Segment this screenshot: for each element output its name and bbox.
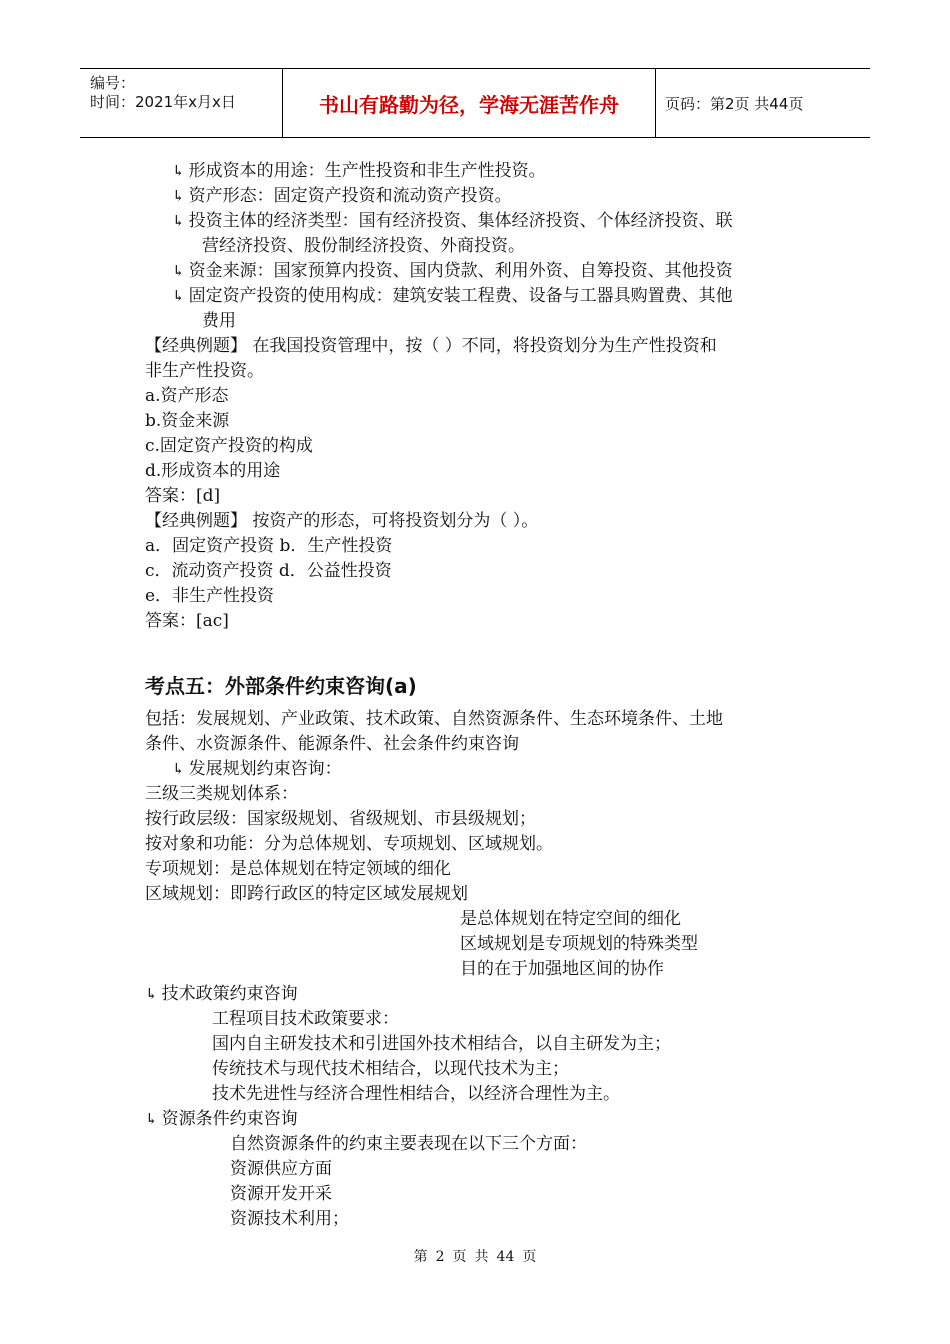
footer-page-number: 2 [435,1249,445,1265]
section-text: 区域规划：即跨行政区的特定区域发展规划 [145,884,468,904]
section-text: 自然资源条件的约束主要表现在以下三个方面： [230,1134,587,1154]
document-date: 时间：2021年x月x日 [90,93,236,111]
section-text: 包括：发展规划、产业政策、技术政策、自然资源条件、生态环境条件、土地 [145,709,723,729]
header-meta [80,69,283,137]
bullet-item: ↳ 资金来源：国家预算内投资、国内贷款、利用外资、自筹投资、其他投资 [172,260,733,282]
section-text: 专项规划：是总体规划在特定领域的细化 [145,859,451,879]
section-text: 三级三类规划体系： [145,784,298,804]
example-option: a.资产形态 [145,386,229,406]
page-footer [0,1246,950,1266]
bullet-item: ↳ 资源条件约束咨询 [145,1108,298,1130]
bullet-item: ↳ 形成资本的用途：生产性投资和非生产性投资。 [172,160,546,182]
section-text: 资源供应方面 [230,1159,332,1179]
bullet-item: ↳ 发展规划约束咨询： [172,758,342,780]
page-header [80,68,870,138]
example-question: 【经典例题】 在我国投资管理中，按（ ）不同，将投资划分为生产性投资和 [145,336,717,356]
section-text: 目的在于加强地区间的协作 [460,959,664,979]
section-text: 是总体规划在特定空间的细化 [460,909,681,929]
header-motto: 书山有路勤为径，学海无涯苦作舟 [283,69,656,137]
example-question: 【经典例题】 按资产的形态，可将投资划分为（ ）。 [145,511,539,531]
section-heading: 考点五：外部条件约束咨询(a) [145,674,417,698]
example-option: c．流动资产投资 d．公益性投资 [145,561,392,581]
example-option: c.固定资产投资的构成 [145,436,313,456]
bullet-item: ↳ 投资主体的经济类型：国有经济投资、集体经济投资、个体经济投资、联 [172,210,733,232]
bullet-item: ↳ 固定资产投资的使用构成：建筑安装工程费、设备与工器具购置费、其他 [172,285,733,307]
section-text: 传统技术与现代技术相结合，以现代技术为主； [212,1059,569,1079]
bullet-continuation: 费用 [202,311,236,331]
bullet-continuation: 营经济投资、股份制经济投资、外商投资。 [202,236,525,256]
example-question-cont: 非生产性投资。 [145,361,264,381]
section-text: 资源技术利用； [230,1209,349,1229]
section-text: 区域规划是专项规划的特殊类型 [460,934,698,954]
footer-label: 页 [522,1249,537,1265]
example-option: a．固定资产投资 b．生产性投资 [145,536,393,556]
bullet-item: ↳ 技术政策约束咨询 [145,983,298,1005]
bullet-item: ↳ 资产形态：固定资产投资和流动资产投资。 [172,185,512,207]
section-text: 按对象和功能：分为总体规划、专项规划、区域规划。 [145,834,553,854]
footer-label: 共 [474,1249,489,1265]
section-text: 技术先进性与经济合理性相结合，以经济合理性为主。 [212,1084,620,1104]
footer-total-pages: 44 [496,1249,515,1265]
example-option: e．非生产性投资 [145,586,275,606]
document-number: 编号： [90,74,136,92]
example-answer: 答案：[d] [145,486,221,506]
footer-label: 第 [413,1249,428,1265]
example-option: d.形成资本的用途 [145,461,281,481]
example-option: b.资金来源 [145,411,230,431]
header-page-info: 页码：第2页 共44页 [665,94,804,113]
section-text: 资源开发开采 [230,1184,332,1204]
section-text: 工程项目技术政策要求： [212,1009,399,1029]
section-text: 国内自主研发技术和引进国外技术相结合，以自主研发为主； [212,1034,671,1054]
section-text: 条件、水资源条件、能源条件、社会条件约束咨询 [145,734,519,754]
footer-label: 页 [452,1249,467,1265]
section-text: 按行政层级：国家级规划、省级规划、市县级规划； [145,809,536,829]
example-answer: 答案：[ac] [145,611,229,631]
